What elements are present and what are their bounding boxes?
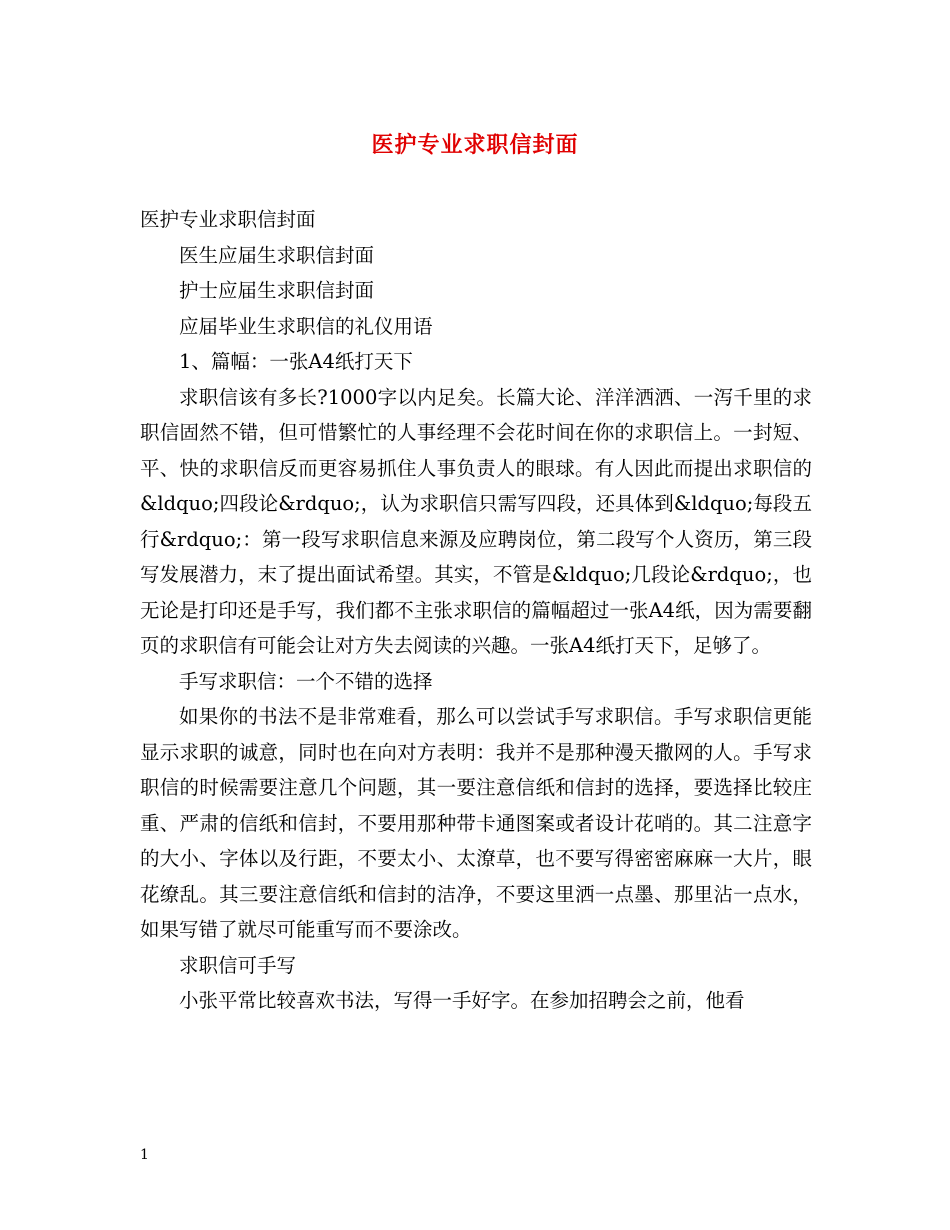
paragraph-heading: 医护专业求职信封面 — [140, 208, 316, 231]
paragraph-body: 求职信该有多长?1000字以内足矣。长篇大论、洋洋洒洒、一泻千里的求职信固然不错，但可惜繁忙的人事经理不会花时间在你的求职信上。一封短、平、快的求职信反而更容易抓住人事负责人的眼球。有人因此而提出求职信的&ldquo;四段论&rdquo;，认为求职信只需写四段，还具体到&ldquo;每段五行&rdquo;：第一段写求职信息来源及应聘岗位，第二段写个人资历，第三段写发展潜力，末了提出面试希望。其实，不管是&ldquo;几段论&rdquo;，也无论是打印还是手写，我们都不主张求职信的篇幅超过一张A4纸，因为需要翻页的求职信有可能会让对方失去阅读的兴趣。一张A4纸打天下，足够了。 — [140, 385, 812, 657]
paragraph-subheading: 求职信可手写 — [179, 953, 297, 977]
paragraph-item: 医生应届生求职信封面 — [179, 243, 375, 267]
paragraph-subheading: 手写求职信：一个不错的选择 — [179, 669, 433, 693]
paragraph-subheading: 1、篇幅：一张A4纸打天下 — [179, 350, 413, 373]
paragraph-item: 应届毕业生求职信的礼仪用语 — [179, 314, 433, 338]
document-body — [140, 202, 812, 1019]
page-number: 1 — [140, 1147, 149, 1163]
document-title: 医护专业求职信封面 — [371, 132, 579, 158]
paragraph-body: 小张平常比较喜欢书法，写得一手好字。在参加招聘会之前，他看 — [179, 989, 745, 1012]
paragraph-body: 如果你的书法不是非常难看，那么可以尝试手写求职信。手写求职信更能显示求职的诚意，同时也在向对方表明：我并不是那种漫天撒网的人。手写求职信的时候需要注意几个问题，其一要注意信纸和信封的选择，要选择比较庄重、严肃的信纸和信封，不要用那种带卡通图案或者设计花哨的。其二注意字的大小、字体以及行距，不要太小、太潦草，也不要写得密密麻麻一大片，眼花缭乱。其三要注意信纸和信封的洁净，不要这里洒一点墨、那里沾一点水，如果写错了就尽可能重写而不要涂改。 — [140, 705, 812, 941]
paragraph-item: 护士应届生求职信封面 — [179, 279, 375, 302]
